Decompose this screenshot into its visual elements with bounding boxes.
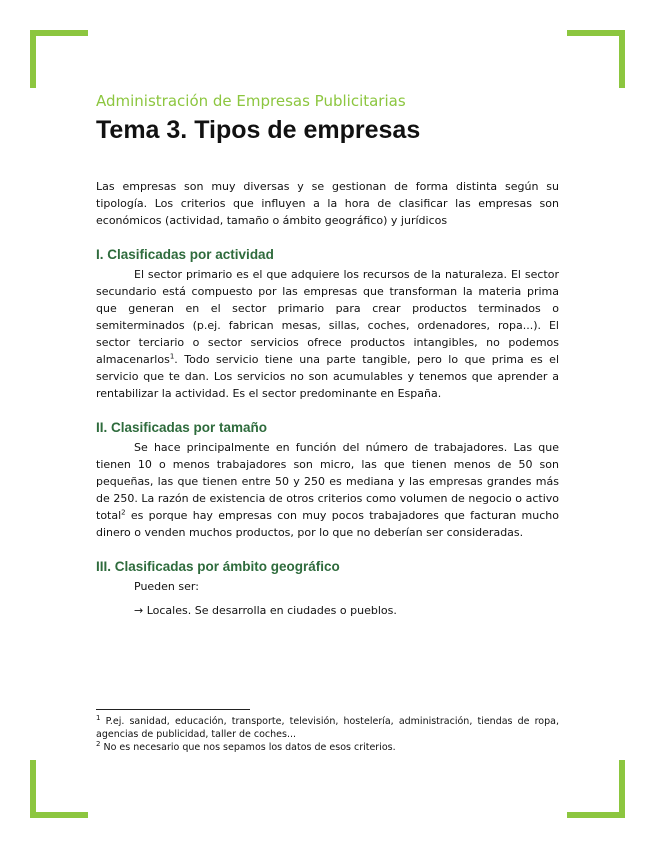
document-body	[96, 92, 559, 617]
footnotes	[96, 715, 559, 754]
footnote-1	[96, 715, 559, 741]
section-paragraph-geographic: Pueden ser:	[134, 580, 199, 593]
footnote-2	[96, 741, 559, 754]
section-heading-size: II. Clasificadas por tamaño	[96, 420, 268, 435]
page-title: Tema 3. Tipos de empresas	[96, 116, 421, 144]
section-paragraph-activity	[96, 266, 559, 402]
footnote-text: No es necesario que nos sepamos los datos de esos criterios.	[100, 742, 396, 753]
section-paragraph-size	[96, 439, 559, 541]
paragraph-text: Se hace principalmente en función del número de trabajadores. Las que tienen 10 o menos trabajadores son micro, las que tienen menos de 50 son pequeñas, las que tienen entre 50 y 250 es mediana y las empresas grandes más de 250. La razón de existencia de otros criterios como volumen de negocio o activo total	[96, 441, 559, 522]
footnote-mark: 2	[96, 739, 101, 748]
subject-title: Administración de Empresas Publicitarias	[96, 92, 406, 110]
section-heading-geographic: III. Clasificadas por ámbito geográfico	[96, 559, 340, 574]
footnote-mark: 1	[96, 713, 101, 722]
footnote-ref[interactable]: 1	[169, 352, 175, 361]
intro-paragraph: Las empresas son muy diversas y se gestionan de forma distinta según su tipología. Los criterios que influyen a la hora de clasificar las empresas son económicos (actividad, tamaño o ámbito geográfico) y jurídicos	[96, 180, 559, 227]
corner-frame-bottom-left	[30, 760, 88, 818]
corner-frame-bottom-right	[567, 760, 625, 818]
footnote-text: P.ej. sanidad, educación, transporte, televisión, hostelería, administración, tiendas de ropa, agencias de publicidad, taller de coches...	[96, 716, 559, 740]
list-item: → Locales. Se desarrolla en ciudades o pueblos.	[134, 604, 397, 617]
paragraph-text: es porque hay empresas con muy pocos trabajadores que facturan mucho dinero o venden muchos productos, por lo que no deberían ser consideradas.	[96, 509, 559, 539]
paragraph-text: El sector primario es el que adquiere los recursos de la naturaleza. El sector secundario está compuesto por las empresas que transforman la materia prima que generan en el sector primario para crear productos terminados o semiterminados (p.ej. fabrican mesas, sillas, coches, ordenadores, ropa...). El sector terciario o sector servicios ofrece productos intangibles, no podemos almacenarlos	[96, 268, 559, 366]
section-heading-activity: I. Clasificadas por actividad	[96, 247, 274, 262]
paragraph-text: . Todo servicio tiene una parte tangible, pero lo que prima es el servicio que te dan. Los servicios no son acumulables y tenemos que aprender a rentabilizar la actividad. Es el sector predominante en España.	[96, 353, 559, 400]
corner-frame-top-left	[30, 30, 88, 88]
footnote-ref[interactable]: 2	[121, 508, 126, 517]
corner-frame-top-right	[567, 30, 625, 88]
footnote-divider	[96, 709, 250, 710]
